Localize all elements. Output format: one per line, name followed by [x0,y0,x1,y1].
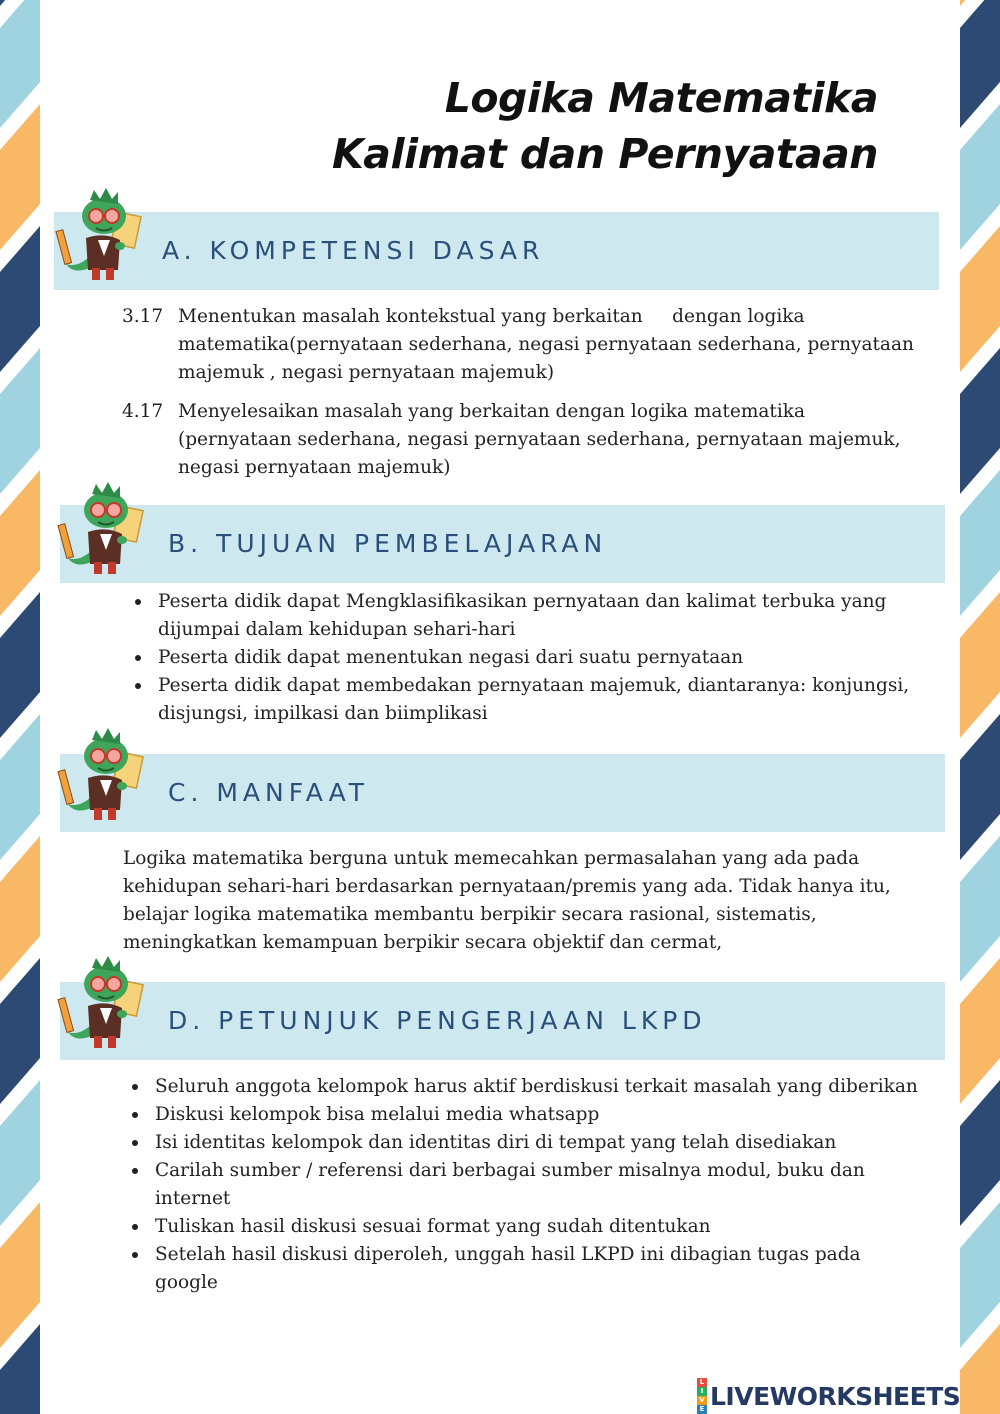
stripe-segment [0,470,40,616]
kompetensi-number: 3.17 [122,306,164,327]
dinosaur-teacher-mascot-icon [56,480,156,580]
kompetensi-text: Menentukan masalah kontekstual yang berkaitan dengan logika matematika(pernyataan sederhana, negasi pernyataan sederhana, pernyataan majemuk , negasi pernyataan majemuk) [178,306,920,383]
dinosaur-teacher-mascot-icon [56,954,156,1054]
stripe-segment [960,1202,1000,1348]
stripe-segment [960,470,1000,616]
section-d-heading: D. PETUNJUK PENGERJAAN LKPD [168,1006,707,1035]
section-c-heading: C. MANFAAT [168,778,370,807]
stripe-segment [960,592,1000,738]
left-stripe-border [0,0,40,1414]
stripe-segment [0,714,40,860]
stripe-segment [960,1080,1000,1226]
list-item: Carilah sumber / referensi dari berbagai sumber misalnya modul, buku dan internet [121,1157,921,1213]
kompetensi-list [122,303,922,493]
dinosaur-teacher-mascot-icon [54,186,154,286]
title-line-1: Logika Matematika [444,74,878,122]
section-a-band [54,212,939,290]
tujuan-list-container [124,588,914,728]
list-item: Peserta didik dapat Mengklasifikasikan pernyataan dan kalimat terbuka yang dijumpai dalam kehidupan sehari-hari [124,588,914,644]
stripe-segment [960,104,1000,250]
liveworksheets-logo-text: LIVEWORKSHEETS [710,1381,961,1411]
stripe-segment [960,714,1000,860]
kompetensi-number: 4.17 [122,401,164,422]
stripe-segment [0,836,40,982]
tujuan-list [124,588,914,728]
petunjuk-list-container [121,1073,921,1297]
list-item: Peserta didik dapat menentukan negasi dari suatu pernyataan [124,644,914,672]
list-item: Peserta didik dapat membedakan pernyataan majemuk, diantaranya: konjungsi, disjungsi, impilkasi dan biimplikasi [124,672,914,728]
stripe-segment [960,0,1000,128]
stripe-segment [0,1202,40,1348]
stripe-segment [0,592,40,738]
page-title [332,70,878,182]
logo-mark-letter: L [697,1378,707,1387]
stripe-segment [960,958,1000,1104]
kompetensi-text: Menyelesaikan masalah yang berkaitan dengan logika matematika (pernyataan sederhana, negasi pernyataan sederhana, pernyataan majemuk, negasi pernyataan majemuk) [178,401,901,478]
stripe-segment [960,836,1000,982]
section-b-band [60,505,945,583]
stripe-segment [0,226,40,372]
stripe-segment [0,348,40,494]
kompetensi-item [122,303,922,387]
stripe-segment [0,104,40,250]
kompetensi-item [122,398,922,482]
stripe-segment [960,348,1000,494]
right-stripe-border [960,0,1000,1414]
section-b-heading: B. TUJUAN PEMBELAJARAN [168,529,608,558]
petunjuk-list [121,1073,921,1297]
logo-mark-letter: V [697,1396,707,1405]
title-line-2: Kalimat dan Pernyataan [332,130,878,178]
stripe-segment [0,0,40,128]
liveworksheets-logo [697,1378,960,1414]
section-a-heading: A. KOMPETENSI DASAR [162,236,545,265]
list-item: Isi identitas kelompok dan identitas diri di tempat yang telah disediakan [121,1129,921,1157]
stripe-segment [0,1080,40,1226]
liveworksheets-logo-mark [697,1378,707,1414]
list-item: Diskusi kelompok bisa melalui media whatsapp [121,1101,921,1129]
list-item: Tuliskan hasil diskusi sesuai format yang sudah ditentukan [121,1213,921,1241]
dinosaur-teacher-mascot-icon [56,726,156,826]
stripe-segment [0,958,40,1104]
logo-mark-letter: E [697,1405,707,1414]
logo-mark-letter: I [697,1387,707,1396]
manfaat-paragraph: Logika matematika berguna untuk memecahkan permasalahan yang ada pada kehidupan sehari-hari berdasarkan pernyataan/premis yang ada. Tidak hanya itu, belajar logika matematika membantu berpikir secara rasional, sistematis, meningkatkan kemampuan berpikir secara objektif dan cermat, [123,848,891,953]
section-d-band [60,982,945,1060]
stripe-segment [960,226,1000,372]
list-item: Setelah hasil diskusi diperoleh, unggah hasil LKPD ini dibagian tugas pada google [121,1241,921,1297]
section-c-band [60,754,945,832]
list-item: Seluruh anggota kelompok harus aktif berdiskusi terkait masalah yang diberikan [121,1073,921,1101]
